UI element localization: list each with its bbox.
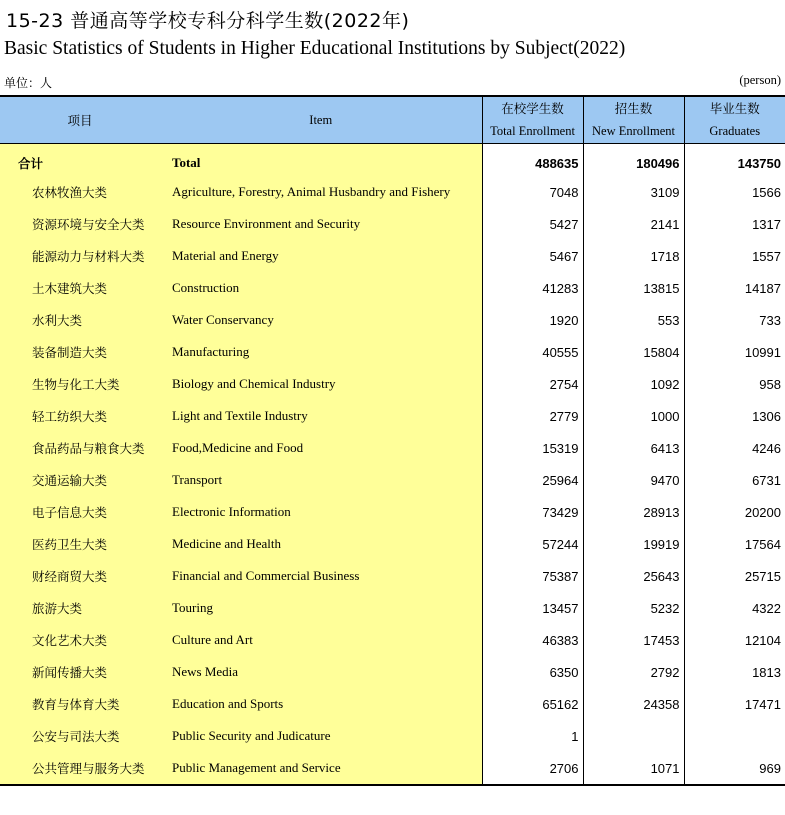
header-item-english: Item [160, 96, 482, 144]
total-enrollment-value: 6350 [482, 656, 583, 688]
subject-name-chinese: 水利大类 [0, 304, 160, 336]
unit-label-chinese: 单位：人 [4, 76, 53, 90]
subject-name-chinese: 公共管理与服务大类 [0, 752, 160, 785]
unit-label-english: (person) [739, 73, 781, 87]
total-enrollment-value: 25964 [482, 464, 583, 496]
table-body [0, 144, 785, 786]
new-enrollment-value: 1092 [583, 368, 684, 400]
page-title-english: Basic Statistics of Students in Higher Educational Institutions by Subject(2022) [4, 38, 626, 59]
header-graduates [684, 96, 785, 144]
total-enrollment-value: 5427 [482, 208, 583, 240]
graduates-value: 1306 [684, 400, 785, 432]
subject-name-chinese: 公安与司法大类 [0, 720, 160, 752]
graduates-value: 1566 [684, 176, 785, 208]
new-enrollment-value: 180496 [583, 144, 684, 177]
new-enrollment-value: 2141 [583, 208, 684, 240]
graduates-value: 969 [684, 752, 785, 785]
total-enrollment-value: 13457 [482, 592, 583, 624]
subject-name-english: Light and Textile Industry [160, 400, 482, 432]
new-enrollment-value: 19919 [583, 528, 684, 560]
graduates-value: 17471 [684, 688, 785, 720]
table-row [0, 752, 785, 785]
graduates-value: 25715 [684, 560, 785, 592]
new-enrollment-value: 3109 [583, 176, 684, 208]
header-new-enrollment-chinese: 招生数 [614, 101, 653, 116]
subject-name-chinese: 医药卫生大类 [0, 528, 160, 560]
header-item-chinese: 项目 [0, 96, 160, 144]
new-enrollment-value: 1718 [583, 240, 684, 272]
subject-name-english: Construction [160, 272, 482, 304]
new-enrollment-value: 553 [583, 304, 684, 336]
total-enrollment-value: 2779 [482, 400, 583, 432]
subject-name-chinese: 交通运输大类 [0, 464, 160, 496]
total-enrollment-value: 41283 [482, 272, 583, 304]
total-enrollment-value: 5467 [482, 240, 583, 272]
total-enrollment-value: 46383 [482, 624, 583, 656]
total-enrollment-value: 57244 [482, 528, 583, 560]
subject-name-chinese: 生物与化工大类 [0, 368, 160, 400]
table-row [0, 464, 785, 496]
table-row [0, 560, 785, 592]
subject-name-english: Public Security and Judicature [160, 720, 482, 752]
subject-name-chinese: 教育与体育大类 [0, 688, 160, 720]
new-enrollment-value: 1071 [583, 752, 684, 785]
subject-name-chinese: 食品药品与粮食大类 [0, 432, 160, 464]
subject-name-chinese: 文化艺术大类 [0, 624, 160, 656]
table-row [0, 688, 785, 720]
table-row [0, 432, 785, 464]
graduates-value: 4246 [684, 432, 785, 464]
graduates-value: 10991 [684, 336, 785, 368]
total-enrollment-value: 1920 [482, 304, 583, 336]
table-row [0, 720, 785, 752]
header-total-enrollment-english: Total Enrollment [490, 124, 575, 138]
subject-name-english: Agriculture, Forestry, Animal Husbandry and Fishery [160, 176, 482, 208]
graduates-value: 1317 [684, 208, 785, 240]
header-new-enrollment-english: New Enrollment [592, 124, 675, 138]
total-enrollment-value: 2706 [482, 752, 583, 785]
graduates-value: 4322 [684, 592, 785, 624]
new-enrollment-value [583, 720, 684, 752]
subject-name-english: Touring [160, 592, 482, 624]
table-row [0, 208, 785, 240]
graduates-value: 1813 [684, 656, 785, 688]
subject-name-english: Education and Sports [160, 688, 482, 720]
graduates-value: 14187 [684, 272, 785, 304]
new-enrollment-value: 5232 [583, 592, 684, 624]
subject-name-chinese: 财经商贸大类 [0, 560, 160, 592]
total-enrollment-value: 65162 [482, 688, 583, 720]
table-row [0, 336, 785, 368]
graduates-value: 1557 [684, 240, 785, 272]
header-new-enrollment [583, 96, 684, 144]
header-graduates-english: Graduates [709, 124, 761, 138]
graduates-value: 6731 [684, 464, 785, 496]
table-row [0, 176, 785, 208]
table-row [0, 400, 785, 432]
total-enrollment-value: 488635 [482, 144, 583, 177]
table-row [0, 624, 785, 656]
table-row [0, 240, 785, 272]
subject-name-english: Public Management and Service [160, 752, 482, 785]
new-enrollment-value: 28913 [583, 496, 684, 528]
subject-name-english: Resource Environment and Security [160, 208, 482, 240]
subject-name-english: Culture and Art [160, 624, 482, 656]
subject-name-english: Financial and Commercial Business [160, 560, 482, 592]
new-enrollment-value: 15804 [583, 336, 684, 368]
subject-name-english: Electronic Information [160, 496, 482, 528]
table-row [0, 304, 785, 336]
table-row [0, 272, 785, 304]
header-row [0, 96, 785, 144]
subject-name-chinese: 资源环境与安全大类 [0, 208, 160, 240]
header-total-enrollment [482, 96, 583, 144]
new-enrollment-value: 2792 [583, 656, 684, 688]
total-enrollment-value: 40555 [482, 336, 583, 368]
total-enrollment-value: 1 [482, 720, 583, 752]
table-row [0, 528, 785, 560]
total-enrollment-value: 73429 [482, 496, 583, 528]
subject-name-chinese: 电子信息大类 [0, 496, 160, 528]
graduates-value: 17564 [684, 528, 785, 560]
total-enrollment-value: 2754 [482, 368, 583, 400]
subject-name-chinese: 能源动力与材料大类 [0, 240, 160, 272]
new-enrollment-value: 1000 [583, 400, 684, 432]
table-row [0, 496, 785, 528]
new-enrollment-value: 17453 [583, 624, 684, 656]
subject-name-chinese: 农林牧渔大类 [0, 176, 160, 208]
subject-name-english: Material and Energy [160, 240, 482, 272]
graduates-value: 143750 [684, 144, 785, 177]
new-enrollment-value: 9470 [583, 464, 684, 496]
total-enrollment-value: 15319 [482, 432, 583, 464]
table-row [0, 592, 785, 624]
table-row-total [0, 144, 785, 177]
new-enrollment-value: 24358 [583, 688, 684, 720]
graduates-value [684, 720, 785, 752]
table-row [0, 656, 785, 688]
subject-name-chinese: 新闻传播大类 [0, 656, 160, 688]
students-by-subject-table [0, 95, 785, 786]
graduates-value: 12104 [684, 624, 785, 656]
header-total-enrollment-chinese: 在校学生数 [501, 101, 564, 116]
new-enrollment-value: 6413 [583, 432, 684, 464]
subject-name-chinese: 轻工纺织大类 [0, 400, 160, 432]
new-enrollment-value: 13815 [583, 272, 684, 304]
graduates-value: 958 [684, 368, 785, 400]
subject-name-chinese: 合计 [0, 144, 160, 177]
graduates-value: 733 [684, 304, 785, 336]
subject-name-chinese: 装备制造大类 [0, 336, 160, 368]
subject-name-english: Water Conservancy [160, 304, 482, 336]
table-row [0, 368, 785, 400]
subject-name-english: Transport [160, 464, 482, 496]
subject-name-english: Manufacturing [160, 336, 482, 368]
subject-name-chinese: 旅游大类 [0, 592, 160, 624]
subject-name-english: Total [160, 144, 482, 177]
subject-name-english: News Media [160, 656, 482, 688]
graduates-value: 20200 [684, 496, 785, 528]
header-graduates-chinese: 毕业生数 [709, 101, 760, 116]
subject-name-english: Food,Medicine and Food [160, 432, 482, 464]
page-title-chinese: 15-23 普通高等学校专科分科学生数(2022年) [6, 10, 410, 32]
subject-name-chinese: 土木建筑大类 [0, 272, 160, 304]
total-enrollment-value: 75387 [482, 560, 583, 592]
subject-name-english: Biology and Chemical Industry [160, 368, 482, 400]
total-enrollment-value: 7048 [482, 176, 583, 208]
table-header [0, 96, 785, 144]
subject-name-english: Medicine and Health [160, 528, 482, 560]
new-enrollment-value: 25643 [583, 560, 684, 592]
